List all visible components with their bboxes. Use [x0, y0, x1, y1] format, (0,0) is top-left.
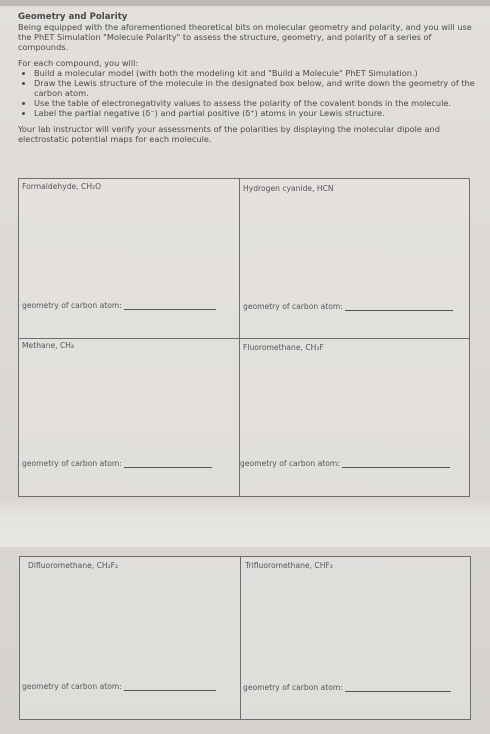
- geometry-label: geometry of carbon atom:: [22, 301, 122, 310]
- geometry-label: geometry of carbon atom:: [22, 682, 122, 691]
- answer-blank[interactable]: [124, 683, 216, 691]
- geometry-label: geometry of carbon atom:: [243, 683, 343, 692]
- geometry-field-formaldehyde[interactable]: [22, 301, 216, 310]
- compound-label-formaldehyde: Formaldehyde, CH₂O: [22, 182, 102, 191]
- answer-blank[interactable]: [124, 460, 212, 468]
- geometry-field-hydrogen-cyanide[interactable]: [243, 302, 453, 311]
- compound-label-difluoromethane: Difluoromethane, CH₂F₂: [28, 561, 119, 570]
- instruction-list: [18, 68, 478, 118]
- geometry-label: geometry of carbon atom:: [243, 302, 343, 311]
- verification-note: Your lab instructor will verify your assessments of the polarities by displaying the molecular dipole and electrostatic potential maps for each molecule.: [18, 124, 440, 144]
- answer-blank[interactable]: [345, 303, 453, 311]
- geometry-field-trifluoromethane[interactable]: [243, 683, 451, 692]
- geometry-field-difluoromethane[interactable]: [22, 682, 216, 691]
- answer-blank[interactable]: [345, 684, 451, 692]
- instruction-item: • Use the table of electronegativity values to assess the polarity of the covalent bonds in the molecule.: [34, 98, 478, 108]
- compound-grid-bottom: [19, 556, 471, 720]
- compound-label-hydrogen-cyanide: Hydrogen cyanide, HCN: [243, 184, 334, 193]
- compound-label-methane: Methane, CH₄: [22, 341, 75, 350]
- grid-divider: [240, 557, 241, 719]
- worksheet-header: [18, 12, 478, 150]
- compound-label-trifluoromethane: Trifluoromethane, CHF₃: [245, 561, 333, 570]
- geometry-label: geometry of carbon atom:: [240, 459, 340, 468]
- instruction-item: • Draw the Lewis structure of the molecule in the designated box below, and write down the geometry of the carbon atom.: [34, 78, 478, 98]
- geometry-field-methane[interactable]: [22, 459, 212, 468]
- instructions-lead: For each compound, you will:: [18, 58, 139, 68]
- answer-blank[interactable]: [124, 302, 216, 310]
- instruction-item: • Label the partial negative (δ⁻) and partial positive (δ⁺) atoms in your Lewis structure.: [34, 108, 478, 118]
- geometry-field-fluoromethane[interactable]: [240, 459, 450, 468]
- compound-label-fluoromethane: Fluoromethane, CH₃F: [243, 343, 324, 352]
- page-fold-gap: [0, 497, 490, 547]
- geometry-label: geometry of carbon atom:: [22, 459, 122, 468]
- compound-grid-top: [18, 178, 470, 497]
- instruction-item: • Build a molecular model (with both the modeling kit and "Build a Molecule" PhET Simulation.): [34, 68, 478, 78]
- intro-paragraph: Being equipped with the aforementioned theoretical bits on molecular geometry and polarity, and you will use the PhET Simulation "Molecule Polarity" to assess the structure, geometry, and polarity of a series of compounds.: [18, 22, 472, 52]
- answer-blank[interactable]: [342, 460, 450, 468]
- section-title: Geometry and Polarity: [18, 12, 128, 22]
- page-edge-shadow: [0, 0, 490, 6]
- grid-divider: [19, 338, 469, 339]
